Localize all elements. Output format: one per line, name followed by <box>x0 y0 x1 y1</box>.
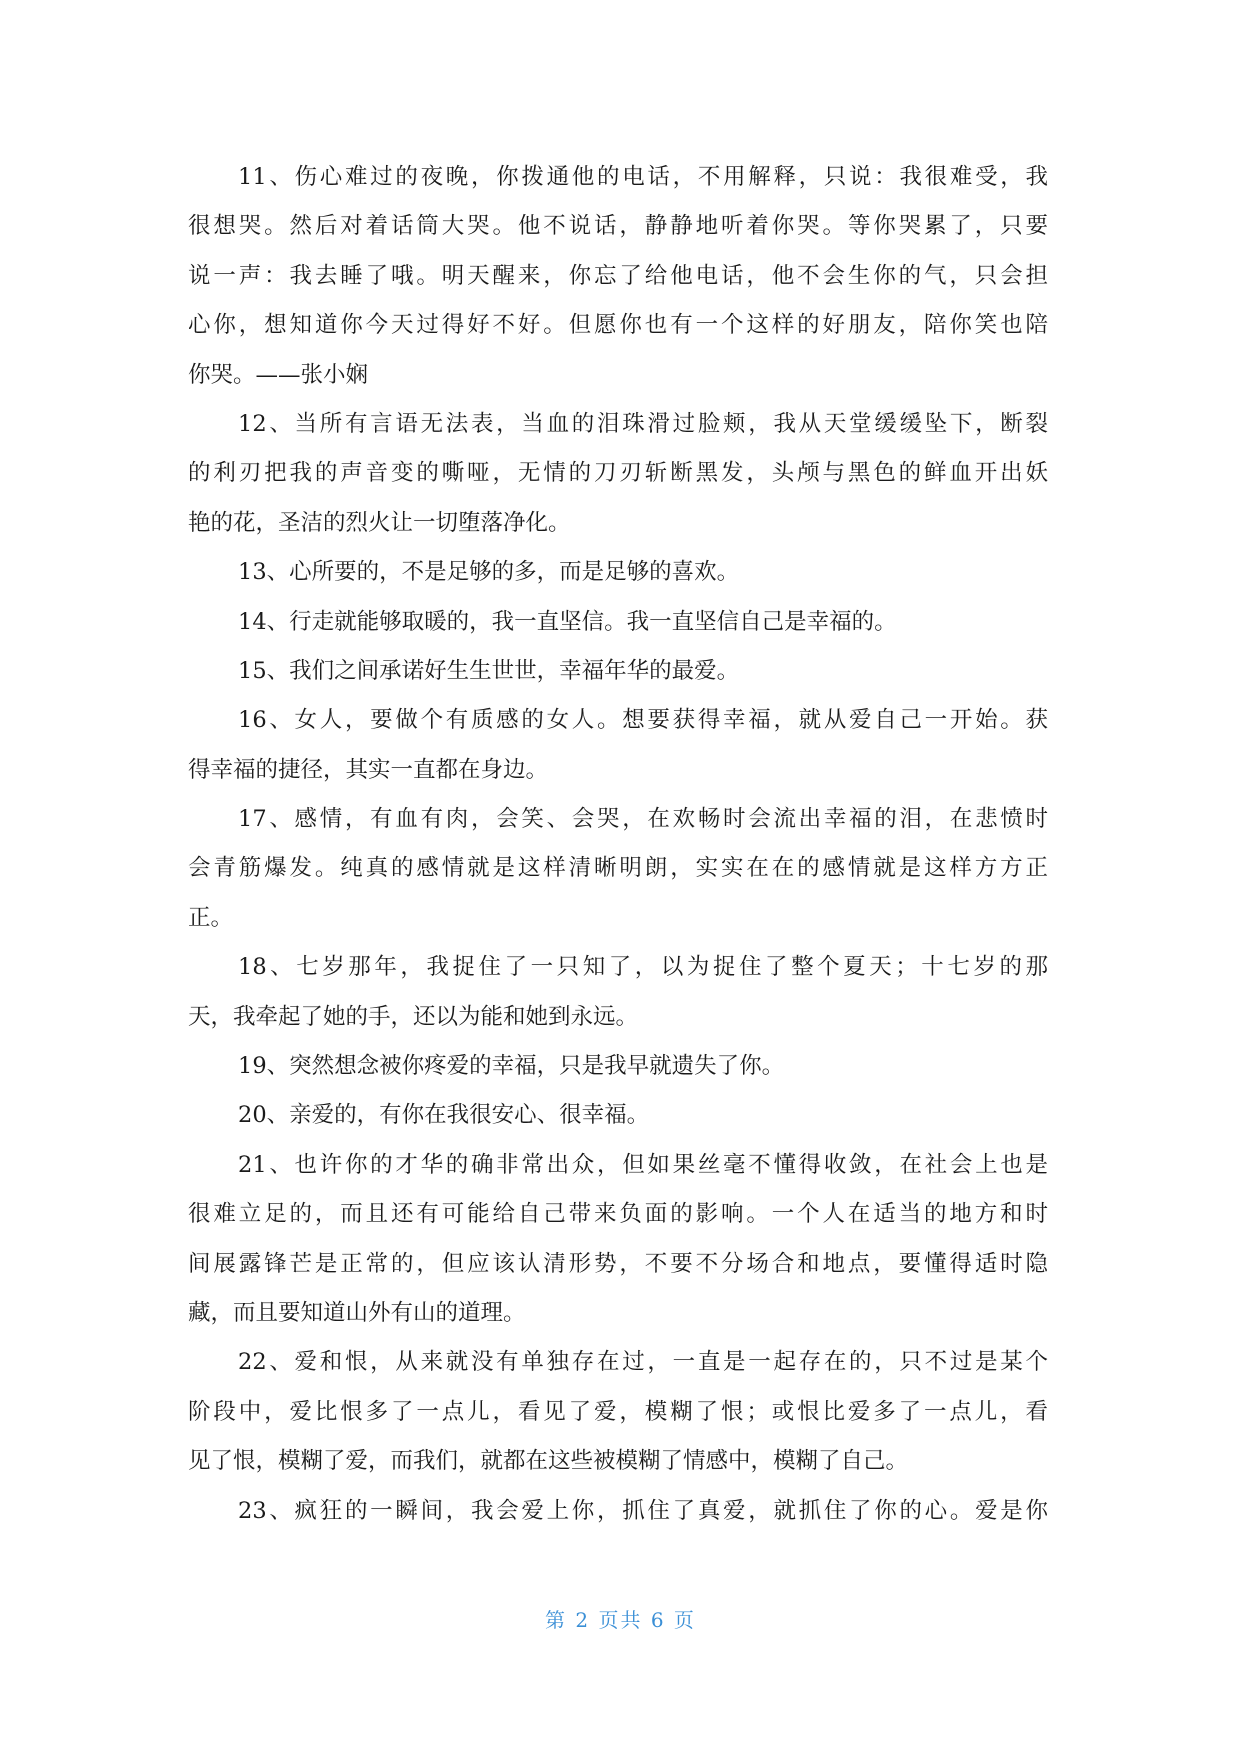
paragraph <box>188 1487 1048 1536</box>
paragraph-line: 见了恨，模糊了爱，而我们，就都在这些被模糊了情感中，模糊了自己。 <box>188 1448 909 1475</box>
paragraph <box>188 598 1048 647</box>
paragraph-line: 22、爱和恨，从来就没有单独存在过，一直是一起存在的，只不过是某个 <box>238 1349 1048 1376</box>
paragraph-line: 得幸福的捷径，其实一直都在身边。 <box>188 756 549 783</box>
paragraph <box>188 548 1048 597</box>
paragraph-line: 12、当所有言语无法表，当血的泪珠滑过脸颊，我从天堂缓缓坠下，断裂 <box>238 410 1048 437</box>
paragraph <box>188 1091 1048 1140</box>
paragraph-line: 14、行走就能够取暖的，我一直坚信。我一直坚信自己是幸福的。 <box>238 608 897 635</box>
paragraph-line: 说一声：我去睡了哦。明天醒来，你忘了给他电话，他不会生你的气，只会担 <box>188 262 1048 289</box>
paragraph <box>188 400 1048 548</box>
paragraph-line: 你哭。——张小娴 <box>188 361 369 388</box>
paragraph <box>188 647 1048 696</box>
paragraph-line: 心你，想知道你今天过得好不好。但愿你也有一个这样的好朋友，陪你笑也陪 <box>188 312 1048 339</box>
paragraph-line: 藏，而且要知道山外有山的道理。 <box>188 1299 526 1326</box>
paragraph-line: 16、女人，要做个有质感的女人。想要获得幸福，就从爱自己一开始。获 <box>238 707 1048 734</box>
paragraph <box>188 1338 1048 1486</box>
paragraph-line: 很难立足的，而且还有可能给自己带来负面的影响。一个人在适当的地方和时 <box>188 1201 1048 1228</box>
paragraph-line: 的利刃把我的声音变的嘶哑，无情的刀刃斩断黑发，头颅与黑色的鲜血开出妖 <box>188 460 1048 487</box>
paragraph-line: 11、伤心难过的夜晚，你拨通他的电话，不用解释，只说：我很难受，我 <box>238 164 1048 190</box>
paragraph-line: 21、也许你的才华的确非常出众，但如果丝毫不懂得收敛，在社会上也是 <box>238 1151 1048 1178</box>
paragraph <box>188 943 1048 1042</box>
page-number-footer: 第 2 页共 6 页 <box>545 1608 696 1632</box>
paragraph-line: 间展露锋芒是正常的，但应该认清形势，不要不分场合和地点，要懂得适时隐 <box>188 1250 1048 1277</box>
paragraph-line: 13、心所要的，不是足够的多，而是足够的喜欢。 <box>238 559 740 586</box>
paragraph-line: 会青筋爆发。纯真的感情就是这样清晰明朗，实实在在的感情就是这样方方正 <box>188 855 1048 882</box>
paragraph <box>188 795 1048 943</box>
paragraph-line: 23、疯狂的一瞬间，我会爱上你，抓住了真爱，就抓住了你的心。爱是你 <box>238 1497 1048 1524</box>
document-body <box>188 153 1048 1536</box>
paragraph <box>188 1042 1048 1091</box>
paragraph-line: 20、亲爱的，有你在我很安心、很幸福。 <box>238 1102 650 1129</box>
paragraph-line: 18、七岁那年，我捉住了一只知了，以为捉住了整个夏天；十七岁的那 <box>238 954 1048 981</box>
paragraph-line: 15、我们之间承诺好生生世世，幸福年华的最爱。 <box>238 657 740 684</box>
paragraph-line: 正。 <box>188 904 234 931</box>
paragraph-line: 阶段中，爱比恨多了一点儿，看见了爱，模糊了恨；或恨比爱多了一点儿，看 <box>188 1398 1048 1425</box>
paragraph <box>188 1141 1048 1339</box>
paragraph-line: 天，我牵起了她的手，还以为能和她到永远。 <box>188 1003 639 1030</box>
paragraph-line: 17、感情，有血有肉，会笑、会哭，在欢畅时会流出幸福的泪，在悲愤时 <box>238 806 1048 833</box>
paragraph-line: 很想哭。然后对着话筒大哭。他不说话，静静地听着你哭。等你哭累了，只要 <box>188 213 1048 240</box>
paragraph-line: 艳的花，圣洁的烈火让一切堕落净化。 <box>188 509 571 536</box>
paragraph-line: 19、突然想念被你疼爱的幸福，只是我早就遗失了你。 <box>238 1053 785 1080</box>
paragraph <box>188 696 1048 795</box>
paragraph <box>188 153 1048 400</box>
